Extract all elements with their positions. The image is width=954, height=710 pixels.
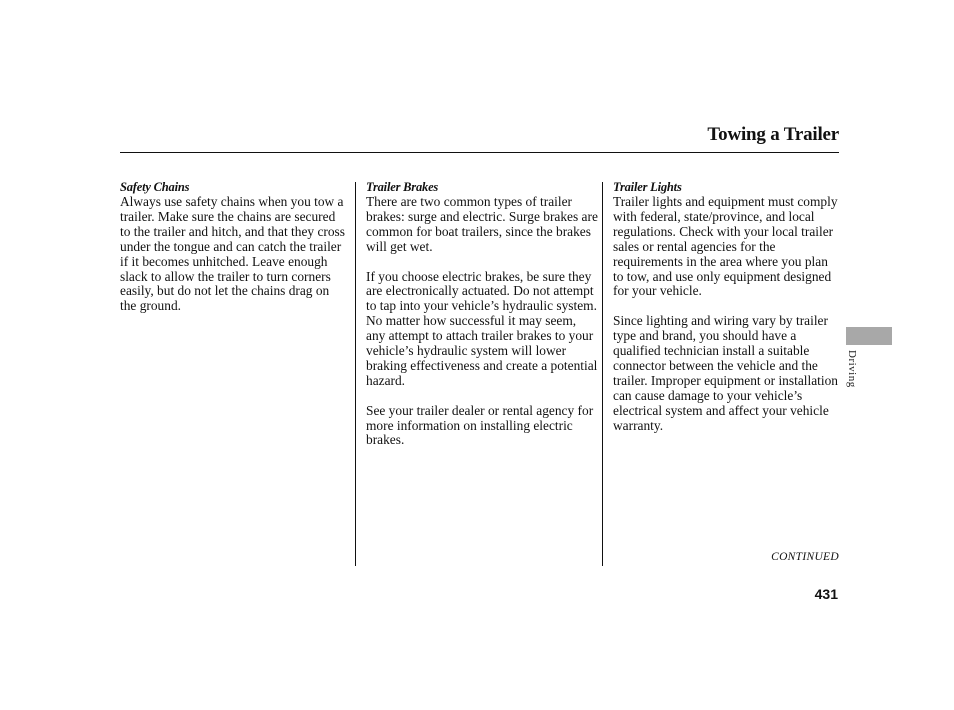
column-trailer-lights <box>613 180 841 448</box>
body-paragraph: If you choose electric brakes, be sure they are electronically actuated. Do not attempt to tap into your vehicle’s hydraulic system. No matter how successful it may seem, any attempt to attach trailer brakes to your vehicle’s hydraulic system will lower braking effectiveness and create a potential hazard. <box>366 268 598 388</box>
section-heading: Safety Chains <box>120 180 190 194</box>
page-number: 431 <box>814 586 838 602</box>
body-paragraph: There are two common types of trailer brakes: surge and electric. Surge brakes are common for boat trailers, since the brakes will get wet. <box>366 194 598 254</box>
title-divider <box>120 152 839 153</box>
section-tab-marker <box>846 327 892 345</box>
body-paragraph: Always use safety chains when you tow a trailer. Make sure the chains are secured to the trailer and hitch, and that they cross under the tongue and can catch the trailer if it becomes unhitched. Leave enough slack to allow the trailer to turn corners easily, but do not let the chains drag on the ground. <box>120 194 345 314</box>
page-title: Towing a Trailer <box>707 124 839 145</box>
column-divider <box>602 182 603 566</box>
column-safety-chains <box>120 180 348 329</box>
body-paragraph: Trailer lights and equipment must comply with federal, state/province, and local regulations. Check with your local trailer sales or rental agencies for the requirements in the area where you plan to tow, and use only equipment designed for your vehicle. <box>613 194 838 299</box>
column-divider <box>355 182 356 566</box>
continued-label: CONTINUED <box>771 551 839 563</box>
column-trailer-brakes <box>366 180 598 463</box>
section-heading: Trailer Brakes <box>366 180 439 194</box>
body-paragraph: See your trailer dealer or rental agency for more information on installing electric brakes. <box>366 402 594 448</box>
body-paragraph: Since lighting and wiring vary by trailer type and brand, you should have a qualified technician install a suitable connector between the vehicle and the trailer. Improper equipment or installation can cause damage to your vehicle’s electrical system and affect your vehicle warranty. <box>613 313 838 433</box>
section-tab-label: Driving <box>846 350 858 388</box>
section-heading: Trailer Lights <box>613 180 682 194</box>
